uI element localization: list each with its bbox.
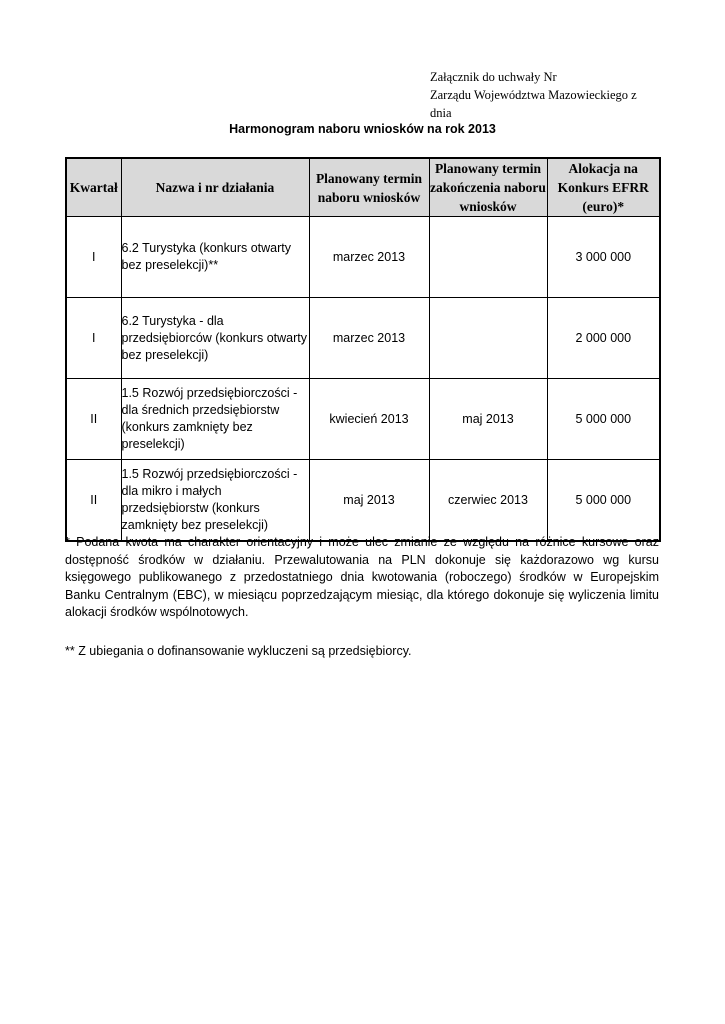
document-title: Harmonogram naboru wniosków na rok 2013 xyxy=(229,122,496,136)
table-row xyxy=(66,217,660,298)
cell-name: 1.5 Rozwój przedsiębiorczości - dla średnich przedsiębiorstw (konkurs zamknięty bez preselekcji) xyxy=(121,379,309,460)
cell-quarter: II xyxy=(66,379,121,460)
cell-name: 1.5 Rozwój przedsiębiorczości - dla mikro i małych przedsiębiorstw (konkurs zamknięty bez preselekcji) xyxy=(121,460,309,542)
cell-start: maj 2013 xyxy=(309,460,429,542)
cell-allocation: 5 000 000 xyxy=(547,460,660,542)
cell-allocation: 5 000 000 xyxy=(547,379,660,460)
footnote-exclusion: ** Z ubiegania o dofinansowanie wykluczeni są przedsiębiorcy. xyxy=(65,644,412,658)
column-header-allocation: Alokacja na Konkurs EFRR (euro)* xyxy=(547,158,660,217)
cell-start: marzec 2013 xyxy=(309,298,429,379)
cell-allocation: 3 000 000 xyxy=(547,217,660,298)
cell-start: kwiecień 2013 xyxy=(309,379,429,460)
attachment-note xyxy=(430,68,660,122)
cell-end: maj 2013 xyxy=(429,379,547,460)
attachment-note-line: Załącznik do uchwały Nr xyxy=(430,70,557,84)
schedule-table xyxy=(65,157,661,542)
footnote-currency: * Podana kwota ma charakter orientacyjny i może ulec zmianie ze względu na różnice kursowe oraz dostępność środków w działaniu. Przewalutowania na PLN dokonuje się każdorazowo wg kursu księgowego publikowanego z przedostatniego dnia kwotowania (roboczego) środków w Europejskim Banku Centralnym (EBC), w miesiącu poprzedzającym miesiąc, dla którego dokonuje się wyliczenia limitu alokacji środków wspólnotowych. xyxy=(65,535,659,619)
cell-end: czerwiec 2013 xyxy=(429,460,547,542)
table-row xyxy=(66,379,660,460)
table-row xyxy=(66,460,660,542)
attachment-note-line: dnia xyxy=(430,106,452,120)
cell-name: 6.2 Turystyka (konkurs otwarty bez preselekcji)** xyxy=(121,217,309,298)
cell-quarter: I xyxy=(66,217,121,298)
column-header-end: Planowany termin zakończenia naboru wniosków xyxy=(429,158,547,217)
cell-start: marzec 2013 xyxy=(309,217,429,298)
table-row xyxy=(66,298,660,379)
cell-name: 6.2 Turystyka - dla przedsiębiorców (konkurs otwarty bez preselekcji) xyxy=(121,298,309,379)
column-header-name: Nazwa i nr działania xyxy=(121,158,309,217)
cell-quarter: II xyxy=(66,460,121,542)
cell-quarter: I xyxy=(66,298,121,379)
table-header-row xyxy=(66,158,660,217)
cell-end xyxy=(429,217,547,298)
cell-allocation: 2 000 000 xyxy=(547,298,660,379)
cell-end xyxy=(429,298,547,379)
column-header-quarter: Kwartał xyxy=(66,158,121,217)
column-header-start: Planowany termin naboru wniosków xyxy=(309,158,429,217)
attachment-note-line: Zarządu Województwa Mazowieckiego z xyxy=(430,88,637,102)
